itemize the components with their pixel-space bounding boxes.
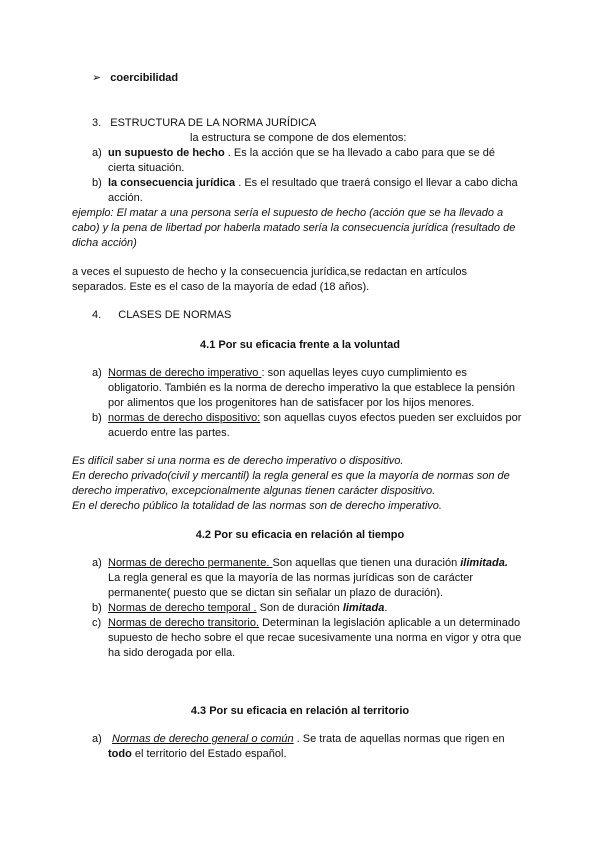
section-4-title-text: CLASES DE NORMAS — [118, 309, 232, 321]
section-4-1-heading: 4.1 Por su eficacia frente a la voluntad — [200, 339, 400, 351]
section-3-number: 3. — [92, 117, 102, 129]
s41-a-line1 — [108, 366, 467, 381]
s42-c-text: Determinan la legislación aplicable a un determinado — [259, 617, 521, 629]
s3-b-line1 — [108, 176, 518, 191]
s41-italic-line2: En derecho privado(civil y mercantil) la regla general es que la mayoría de normas son de — [72, 470, 510, 482]
s3-a-line2: cierta situación. — [108, 162, 185, 174]
s43-a-line2 — [108, 747, 287, 762]
s42-b-text: Son de duración — [256, 602, 343, 614]
s3-b-term: la consecuencia jurídica — [108, 177, 236, 189]
bullet-text: coercibilidad — [110, 72, 179, 84]
section-4-2-heading: 4.2 Por su eficacia en relación al tiempo — [195, 529, 405, 541]
s3-b-marker: b) — [92, 177, 102, 189]
section-4-3-heading: 4.3 Por su eficacia en relación al territorio — [190, 705, 410, 717]
s42-b-term: Normas de derecho temporal . — [108, 602, 257, 614]
s43-a-term: Normas de derecho general o común — [112, 733, 294, 745]
s3-a-text: . Es la acción que se ha llevado a cabo para que se dé — [224, 147, 496, 159]
section-3-title — [92, 116, 316, 131]
s42-b-line1 — [108, 601, 387, 616]
s3-note-line2: separados. Este es el caso de la mayoría de edad (18 años). — [72, 281, 370, 293]
s41-b-term: normas de derecho dispositivo: — [108, 412, 261, 424]
s42-a-marker: a) — [92, 557, 102, 569]
s41-b-line2: acuerdo entre las partes. — [108, 427, 230, 439]
s42-c-line1 — [108, 616, 520, 631]
s43-a-line1 — [112, 732, 505, 747]
s41-italic-line1: Es difícil saber si una norma es de derecho imperativo o dispositivo. — [72, 455, 404, 467]
s42-a-line1 — [108, 556, 508, 571]
s42-c-line2: supuesto de hecho sobre el que recae sucesivamente una norma en vigor y otra que — [108, 632, 522, 644]
s42-a-text: Son aquellas que tienen una duración — [272, 557, 461, 569]
s41-b-line1 — [108, 411, 521, 426]
s42-c-line3: ha sido derogada por ella. — [108, 647, 236, 659]
section-3-title-text: ESTRUCTURA DE LA NORMA JURÍDICA — [110, 117, 317, 129]
s3-a-term: un supuesto de hecho — [108, 147, 225, 159]
s41-a-line2: obligatorio. También es la norma de derecho imperativo la que establece la pensión — [108, 382, 516, 394]
s42-a-emph: ilimitada. — [460, 557, 508, 569]
s41-a-text: : son aquellas leyes cuyo cumplimiento es — [261, 367, 467, 379]
s42-a-line2: La regla general es que la mayoría de las normas jurídicas son de carácter — [108, 572, 474, 584]
arrow-bullet-icon: ➢ — [92, 71, 102, 84]
s3-example-line1: ejemplo: El matar a una persona sería el supuesto de hecho (acción que se ha llevado a — [72, 207, 504, 219]
bullet-item-coercibilidad — [92, 70, 178, 86]
s42-a-line3: permanente( puesto que se dictan sin señalar un plazo de duración). — [108, 587, 444, 599]
s43-a-text: . Se trata de aquellas normas que rigen en — [293, 733, 505, 745]
s41-b-marker: b) — [92, 412, 102, 424]
s43-a-text2: el territorio del Estado español. — [131, 748, 287, 760]
s3-a-marker: a) — [92, 147, 102, 159]
s3-a-line1 — [108, 146, 495, 161]
s42-b-marker: b) — [92, 602, 102, 614]
section-4-title — [92, 308, 231, 323]
s3-b-line2: acción. — [108, 192, 143, 204]
s41-italic-line4: En el derecho público la totalidad de las normas son de derecho imperativo. — [72, 500, 442, 512]
s41-a-term: Normas de derecho imperativo — [108, 367, 262, 379]
section-4-number: 4. — [92, 309, 102, 321]
s42-a-term: Normas de derecho permanente. — [108, 557, 273, 569]
s3-example-line3: dicha acción) — [72, 237, 137, 249]
s3-b-text: . Es el resultado que traerá consigo el llevar a cabo dicha — [235, 177, 518, 189]
s3-example-line2: cabo) y la pena de libertad por haberla matado sería la consecuencia jurídica (resultado de — [72, 222, 516, 234]
s43-a-bold: todo — [108, 748, 132, 760]
s42-b-emph: limitada — [342, 602, 385, 614]
s41-a-line3: por alimentos que los progenitores han de satisfacer por los hijos menores. — [108, 397, 475, 409]
s41-a-marker: a) — [92, 367, 102, 379]
s43-a-marker: a) — [92, 733, 102, 745]
s41-italic-line3: derecho imperativo, excepcionalmente algunas tienen carácter dispositivo. — [72, 485, 436, 497]
section-3-intro: la estructura se compone de dos elementos: — [190, 132, 407, 144]
s3-note-line1: a veces el supuesto de hecho y la consecuencia jurídica,se redactan en artículos — [72, 266, 468, 278]
s41-b-text: son aquellas cuyos efectos pueden ser excluidos por — [260, 412, 522, 424]
s42-b-end: . — [384, 602, 388, 614]
s42-c-marker: c) — [92, 617, 102, 629]
s42-c-term: Normas de derecho transitorio. — [108, 617, 260, 629]
